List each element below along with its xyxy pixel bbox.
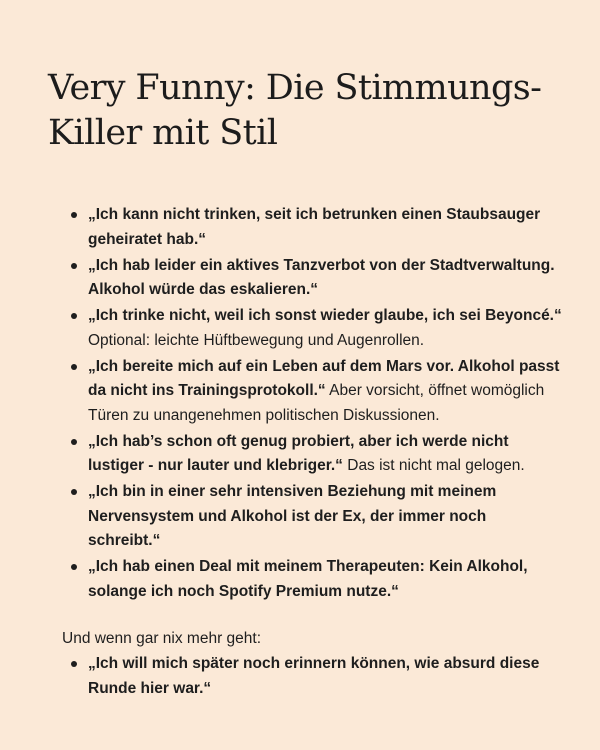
- item-quote: „Ich hab einen Deal mit meinem Therapeuten: Kein Alkohol, solange ich noch Spotify Premium nutze.“: [88, 558, 528, 600]
- item-quote: „Ich hab leider ein aktives Tanzverbot von der Stadtverwaltung. Alkohol würde das eskalieren.“: [88, 256, 555, 298]
- page-title: Very Funny: Die Stimmungs-Killer mit Stil: [48, 68, 542, 153]
- list-item: [62, 555, 562, 604]
- bullet-icon: [71, 212, 77, 218]
- item-quote: „Ich bin in einer sehr intensiven Beziehung mit meinem Nervensystem und Alkohol ist der Ex, der immer noch schreibt.“: [88, 483, 497, 549]
- bullet-icon: [71, 439, 77, 445]
- item-quote: „Ich trinke nicht, weil ich sonst wieder glaube, ich sei Beyoncé.“: [88, 307, 562, 324]
- item-quote: „Ich hab’s schon oft genug probiert, aber ich werde nicht lustiger - nur lauter und klebriger.“: [88, 432, 509, 474]
- list-item: [62, 652, 562, 701]
- item-extra: Optional: leichte Hüftbewegung und Augenrollen.: [88, 331, 425, 349]
- bullet-icon: [71, 564, 77, 570]
- bullet-icon: [71, 263, 77, 269]
- excuse-list: [62, 203, 562, 606]
- item-quote: „Ich kann nicht trinken, seit ich betrunken einen Staubsauger geheiratet hab.“: [88, 206, 541, 248]
- bullet-icon: [71, 313, 77, 319]
- final-list: [62, 652, 562, 703]
- list-item: [62, 254, 562, 303]
- list-item: [62, 355, 562, 429]
- bullet-icon: [71, 661, 77, 667]
- item-quote: „Ich bereite mich auf ein Leben auf dem Mars vor. Alkohol passt da nicht ins Trainingsprotokoll.“: [88, 357, 560, 399]
- item-extra: Aber vorsicht, öffnet womöglich Türen zu unangenehmen politischen Diskussionen.: [88, 382, 545, 424]
- bullet-icon: [71, 364, 77, 370]
- bullet-icon: [71, 489, 77, 495]
- list-item: [62, 480, 562, 554]
- list-item: [62, 430, 562, 479]
- intermission-text: Und wenn gar nix mehr geht:: [62, 630, 262, 647]
- list-item: [62, 304, 562, 353]
- item-quote: „Ich will mich später noch erinnern können, wie absurd diese Runde hier war.“: [88, 655, 540, 697]
- item-extra: Das ist nicht mal gelogen.: [342, 457, 525, 474]
- list-item: [62, 203, 562, 252]
